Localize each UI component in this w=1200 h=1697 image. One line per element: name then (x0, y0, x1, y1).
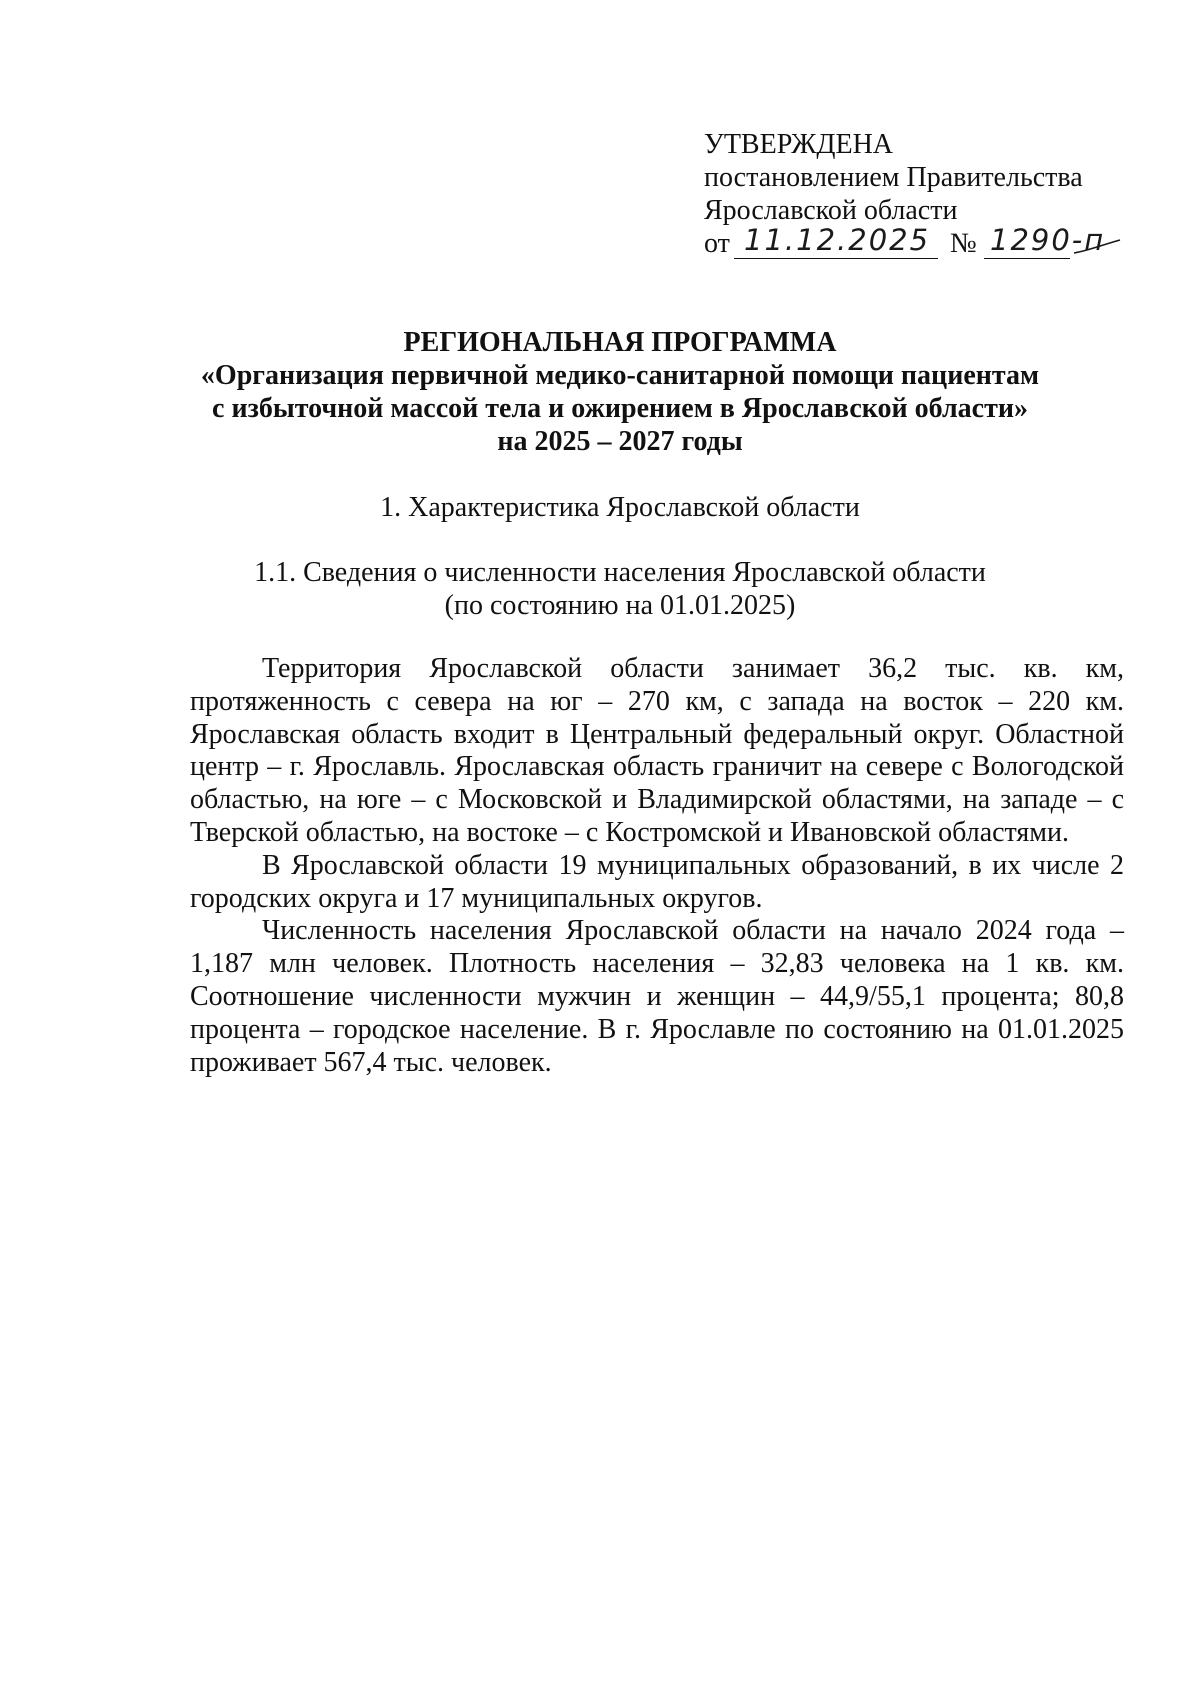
handwritten-date: 11.12.2025 (744, 223, 931, 257)
section-1-1-heading-line-1: 1.1. Сведения о численности населения Ярославской области (254, 557, 986, 588)
handwriting-flourish (1072, 237, 1122, 257)
approval-region: Ярославской области (704, 195, 958, 226)
title-line-2: «Организация первичной медико-санитарной помощи пациентам (200, 360, 1040, 391)
section-1-1-heading (120, 556, 1120, 622)
approval-stamp (704, 128, 1134, 263)
body-text (190, 653, 1124, 1079)
approval-status: УТВЕРЖДЕНА (704, 129, 894, 160)
handwritten-number: 1290-п (990, 223, 1106, 257)
paragraph-territory: Территория Ярославской области занимает 36,2 тыс. кв. км, протяженность с севера на юг – 270 км, с запада на восток – 220 км. Ярославская область входит в Центральный федеральный округ. Областной центр – г. Ярославль. Ярославская область граничит на севере с Вологодской областью, на юге – с Московской и Владимирской областями, на западе – с Тверской областью, на востоке – с Костромской и Ивановской областями. (190, 653, 1124, 848)
approval-authority: постановлением Правительства (704, 162, 1083, 193)
title-line-3: с избыточной массой тела и ожирением в Ярославской области» (212, 393, 1028, 424)
section-1-heading: 1. Характеристика Ярославской области (380, 492, 860, 523)
date-prefix: от (704, 228, 730, 259)
number-sign: № (950, 228, 977, 259)
approval-date-line (704, 223, 1134, 263)
paragraph-population: Численность населения Ярославской области на начало 2024 года – 1,187 млн человек. Плотность населения – 32,83 человека на 1 кв. км. Соотношение численности мужчин и женщин – 44,9/55,1 процента; 80,8 процента – городское население. В г. Ярославле по состоянию на 01.01.2025 проживает 567,4 тыс. человек. (190, 915, 1124, 1078)
section-1-1-heading-line-2: (по состоянию на 01.01.2025) (444, 590, 796, 621)
title-line-1: РЕГИОНАЛЬНАЯ ПРОГРАММА (403, 327, 837, 358)
program-title (120, 326, 1120, 458)
paragraph-municipalities: В Ярославской области 19 муниципальных образований, в их числе 2 городских округа и 17 муниципальных округов. (190, 849, 1124, 914)
title-line-4: на 2025 – 2027 годы (497, 426, 743, 457)
